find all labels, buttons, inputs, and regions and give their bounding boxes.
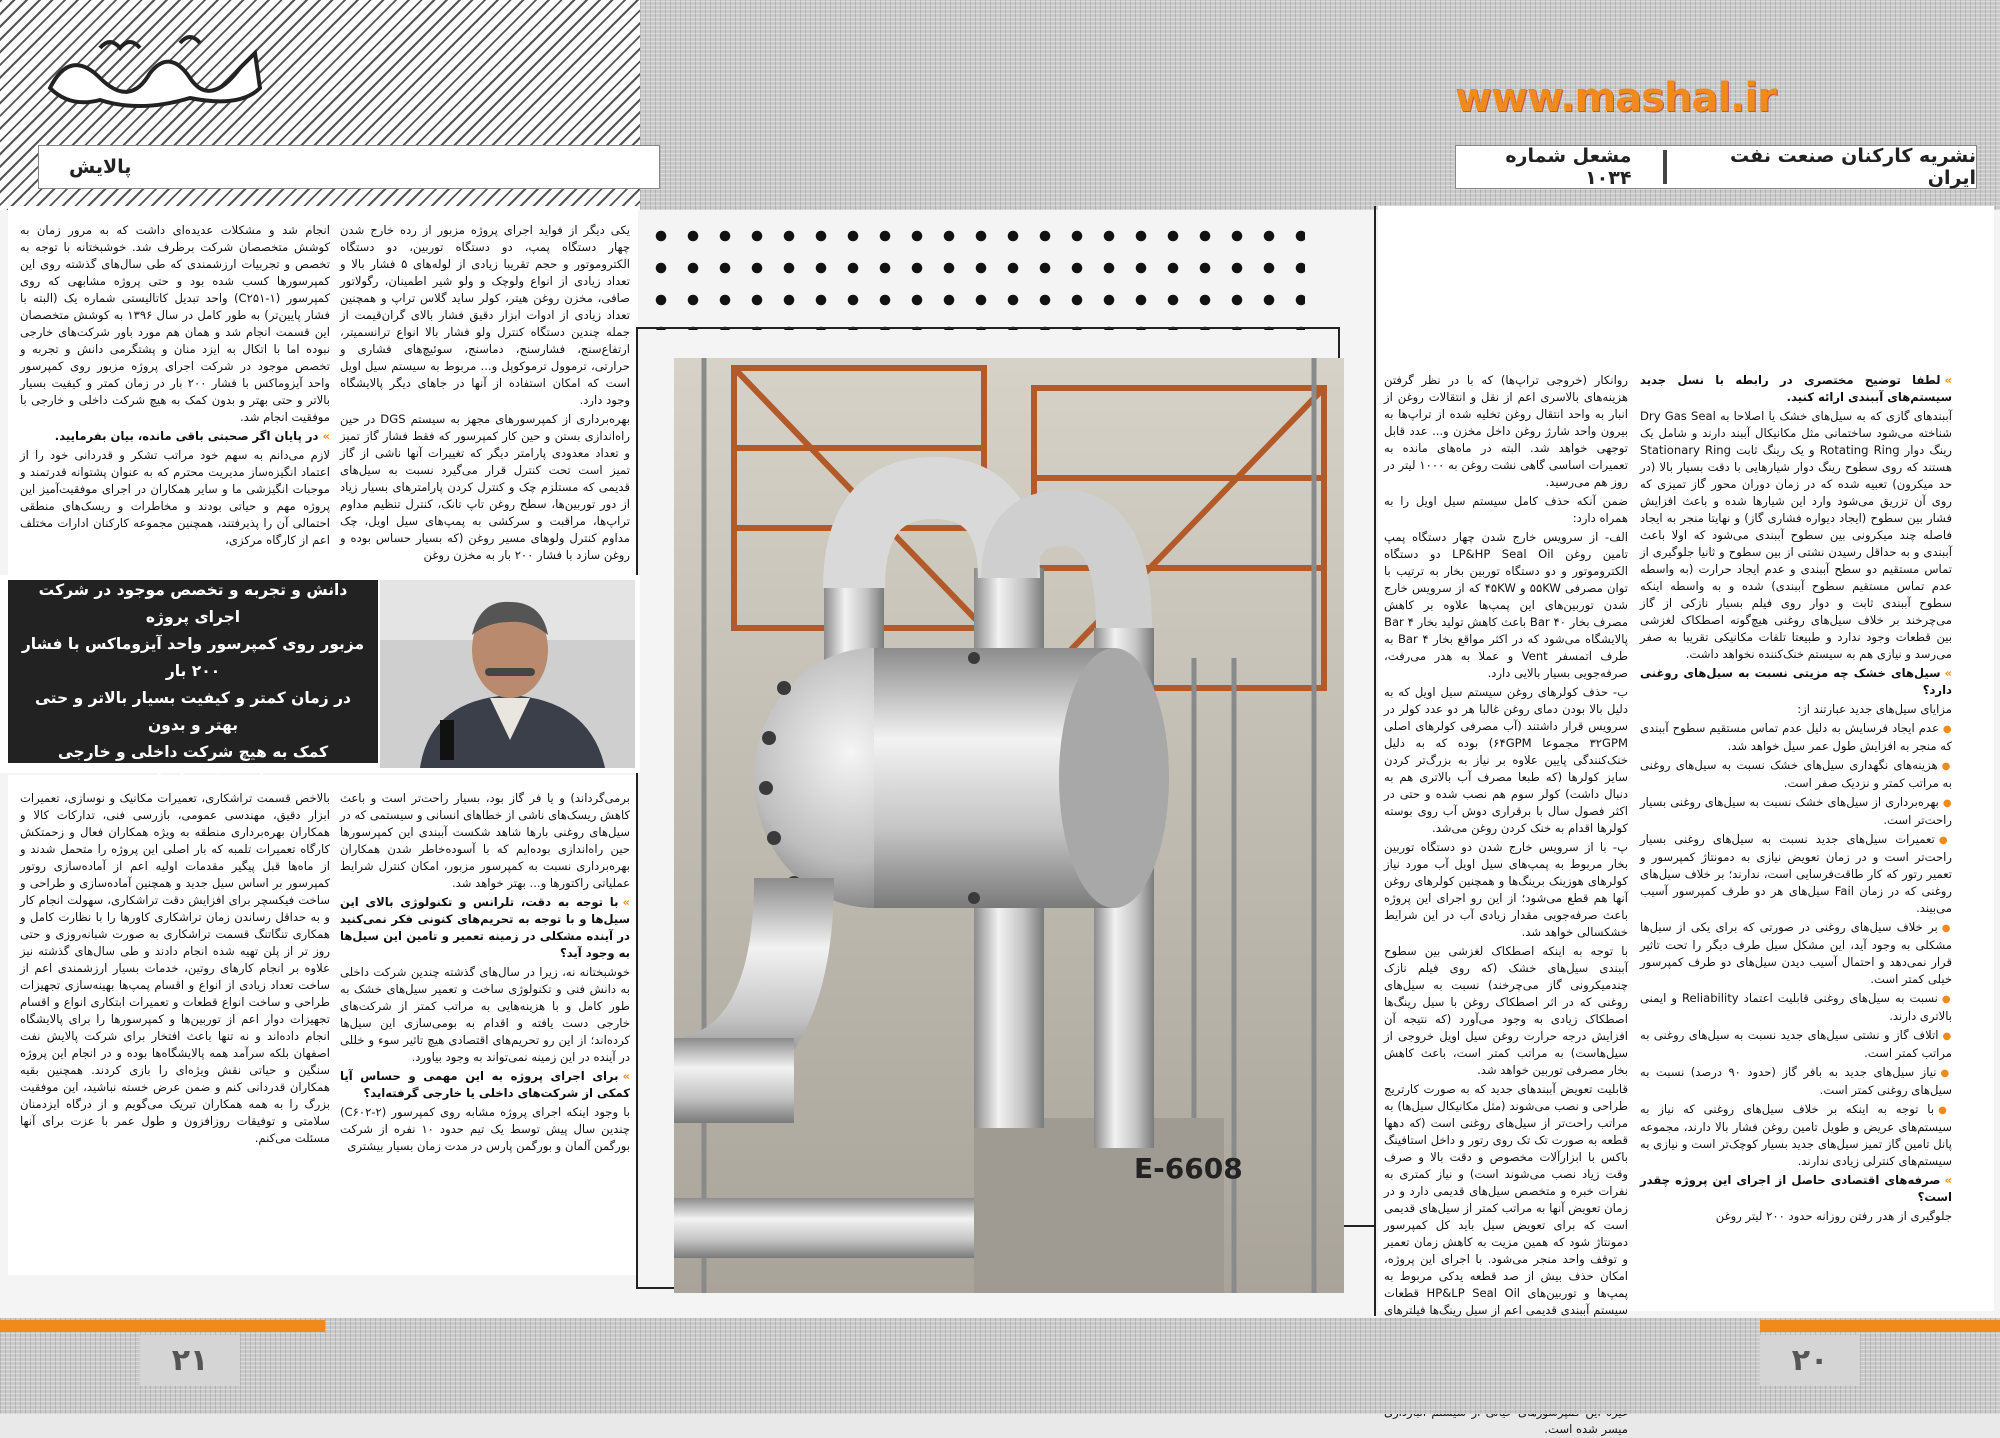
paragraph: یکی دیگر از فواید اجرای پروژه مزبور از رده خارج شدن چهار دستگاه پمپ، دو دستگاه توربین، دو دستگاه الکتروموتور و حجم تقریبا زیادی از لوله‌های ۵ فشار بالا و تعداد زیادی از انواع ولوچک و ولو شیر اطمینان، رگولاتور صافی، مخزن روغن هیتر، کولر ساید گلاس تراپ و همچنین تعداد زیادی از ادوات ابزار دقیق فشار بالای گران‌قیمت از جمله چندین دستگاه کنترل ولو فشار بالا انواع ترانسمیتر، ارتفاع‌سنج، فشارسنج، دماسنج، سوئیچ‌های فشاری و حرارتی، ترموول ترموکوپل و... مربوط به سیستم سیل اویل است که امکان استفاده از آنها در جاهای دیگر پالایشگاه وجود دارد.: [340, 223, 630, 407]
issue-number: مشعل شماره ۱۰۳۴: [1505, 145, 1632, 189]
paragraph: بهره‌برداری از کمپرسورهای مجهز به سیستم DGS در حین راه‌اندازی بستن و حین کار کمپرسور که فقط فشار گاز تمیز و تعداد معدودی پارامتر دیگر که تغییرات آنها ناشی از گاز تمیز است تحت کنترل قرار می‌گیرد نسبت به سیل‌های قدیمی که مستلزم چک و کنترل کردن پارامترهای بسیار زیاد از دور توربین‌ها، سطح روغن تاپ تانک، کنترل تنظیم مداوم تراپ‌ها، مراقبت و سرکشی به پمپ‌های سیل اویل، چک مداوم کنترل ولوهای مسیر روغن (که بسیار حساس بوده و روغن سازد با فشار ۲۰۰ بار به مخزن روغن: [340, 412, 631, 562]
section-title: پالایش: [69, 156, 132, 178]
paragraph: روانکار (خروجی تراپ‌ها) که با در نظر گرفتن هزینه‌های بالاسری اعم از نقل و انتقالات روغن از انبار به واحد انتقال روغن تخلیه شده از تراپ‌ها به بیرون واحد شارژ روغن داخل مخزن و... عدد قابل توجهی خواهد شد. البته در ماه‌های مانده به تعمیرات اساسی گاهی نشت روغن به ۱۰۰۰ لیتر در روز هم می‌رسید.: [1384, 373, 1628, 489]
left-top-column-2: [340, 222, 630, 572]
pull-quote-line: مزبور روی کمپرسور واحد آیزوماکس با فشار ۲۰۰ بار: [21, 635, 365, 680]
paragraph: ب- حذف کولرهای روغن سیستم سیل اویل که به دلیل بالا بودن دمای روغن غالبا هر دو عدد کولر در سرویس قرار داشتند (آب مصرفی کولرهای اصلی ۳۲GPM مجموعا ۶۴GPM) بوده که به دلیل خنک‌کنندگی پایین علاوه بر نیاز به بزرگ‌تر کردن سایز کولرها (که طبعا مصرف آب بالاتری هم به دنبال داشت) کولر سوم هم نصب شده و حتی در اکثر فصول سال با برقراری دوش آب روی بوسته کولرها اقدام به خنک کردن روغن می‌شد.: [1384, 685, 1628, 835]
paragraph: با توجه به اینکه اصطکاک لغزشی بین سطوح آببندی سیل‌های خشک (که روی فیلم نازک چندمیکرونی گاز می‌چرخند) نسبت به سیل‌های روغنی که در اثر اصطکاک روغن با سیل رینگ‌ها اصطکاک زیادی به وجود می‌آورد (که نتیجه آن افزایش درجه حرارت روغن سیل اویل خروجی از سیل‌هاست) به مراتب کمتر است، باعث کاهش بخار مصرفی توربین خواهد شد.: [1384, 944, 1628, 1077]
left-bottom-column-2: [340, 790, 630, 1270]
heat-exchanger-illustration: [674, 358, 1344, 1293]
paragraph: برمی‌گرداند) و یا فر گاز بود، بسیار راحت‌تر است و باعث کاهش ریسک‌های ناشی از خطاهای انسانی و سیستمی که در سیل‌های روغنی بارها شاهد شکست آببندی این کمپرسورها حین راه‌اندازی بوده‌ایم که با آسوده‌خاطر شدن همکاران بهره‌برداری نسبت به کمپرسور مزبور، امکان کنترل شرایط عملیاتی راکتورها و... بهتر خواهد شد.: [340, 791, 630, 890]
interview-question: » صرفه‌های اقتصادی حاصل از اجرای این پروژه چقدر است؟: [1640, 1172, 1952, 1206]
bullet-point: ● تعمیرات سیل‌های جدید نسبت به سیل‌های روغنی بسیار راحت‌تر است و در زمان تعویض نیازی به دمونتاژ کمپرسور و تعمیر رتور که کار طاقت‌فرسایی است، ندارند؛ بر خلاف سیل‌های روغنی که در زمان Fail سیل‌های هر دو طرف کمپرسور آسیب می‌بیند.: [1640, 831, 1952, 917]
footer-orange-bar-left: [0, 1320, 325, 1332]
website-url[interactable]: www.mashal.ir: [1455, 75, 1776, 121]
dot-pattern: [645, 220, 1305, 330]
paragraph: خوشبختانه نه، زیرا در سال‌های گذشته چندین شرکت داخلی به دانش فنی و تکنولوژی ساخت و تعمیر سیل‌های خشک به طور کامل و با هزینه‌هایی به مراتب کمتر از شرکت‌های خارجی دست یافته و اقدام به بومی‌سازی این سیل‌ها کرده‌اند؛ از این رو تحریم‌های اقتصادی هیچ تاثیر سوء و خللی در آینده در این زمینه نمی‌تواند به وجود بیاورد.: [340, 965, 630, 1064]
interview-question: » در پایان اگر صحبتی باقی مانده، بیان بفرمایید.: [20, 428, 330, 445]
equipment-tag: E-6608: [1134, 1152, 1243, 1185]
paragraph: انجام شد و مشکلات عدیده‌ای داشت که به مرور زمان به کوشش متخصصان شرکت برطرف شد. خوشبختانه با توجه به تخصص و تجربیات ارزشمندی که طی سال‌های گذشته روی این کمپرسورها کسب شده بود و حتی پروژه مشابهی که روی کمپرسور (۱-C۲۵۱) واحد تبدیل کاتالیستی شماره یک (البته با فشار پایین‌تر) به طور کامل در سال ۱۳۹۶ به کوشش متخصصان این قسمت انجام شد و همان هم مورد باور شرکت‌های خارجی نبوده اما با اتکال به ایزد منان و پشتگرمی دانش و تجربه و تخصص موجود در شرکت اجرای پروژه مزبور روی کمپرسور واحد آیزوماکس با فشار ۲۰۰ بار در زمان کمتر و کیفیت بسیار بالاتر و حتی بهتر و بدون کمک به هیچ شرکت داخلی و خارجی با موفقیت انجام شد.: [20, 223, 330, 424]
interview-question: » برای اجرای پروژه به این مهمی و حساس آیا کمکی از شرکت‌های داخلی یا خارجی گرفته‌اید؟: [340, 1068, 630, 1102]
pull-quote-panel: [8, 554, 378, 788]
left-section-bar: [38, 145, 660, 189]
bullet-point: ● عدم ایجاد فرسایش به دلیل عدم تماس مستقیم سطوح آببندی که منجر به افزایش طول عمر سیل خواهد شد.: [1640, 720, 1952, 755]
bullet-point: ● اتلاف گاز و نشتی سیل‌های جدید نسبت به سیل‌های روغنی به مراتب کمتر است.: [1640, 1027, 1952, 1062]
paragraph: لازم می‌دانم به سهم خود مراتب تشکر و قدردانی خود را از اعتماد انگیزه‌ساز مدیریت محترم که به عنوان پشتوانه قدرتمند و موجبات انگیزشی ما و سایر همکاران در اجرای موفقیت‌آمیز این پروژه مهم و حیاتی بودند و مخاطرات و ریسک‌های منطقی احتمالی آن را پذیرفتند، همچنین مجموعه کارکنان ادارات مختلف اعم از کارگاه مرکزی،: [20, 448, 330, 547]
bullet-point: ● نیاز سیل‌های جدید به بافر گاز (حدود ۹۰ درصد) نسبت به سیل‌های روغنی کمتر است.: [1640, 1064, 1952, 1099]
portrait-illustration: [380, 580, 635, 768]
bullet-point: ● نسبت به سیل‌های روغنی قابلیت اعتماد Reliability و ایمنی بالاتری دارند.: [1640, 990, 1952, 1025]
right-masthead-bar: [1455, 145, 1977, 189]
paragraph: جلوگیری از هدر رفتن روزانه حدود ۲۰۰ لیتر روغن: [1715, 1209, 1952, 1223]
interview-question: » لطفا توضیح مختصری در رابطه با نسل جدید سیستم‌های آببندی ارائه کنید.: [1640, 372, 1952, 406]
paragraph: بالاخص قسمت تراشکاری، تعمیرات مکانیک و نوسازی، تعمیرات ابزار دقیق، مهندسی عمومی، بازرسی فنی، تدارکات کالا و همکاران بهره‌برداری منطقه به ویژه همکاران فعال و زحمتکش کارگاه تعمیرات تلمبه که بار اصلی این پروژه را متحمل شدند و از ماه‌ها قبل پیگیر مقدمات اولیه اعم از آماده‌سازی روتور کمپرسور بر اساس سیل جدید و همچنین آماده‌سازی و طراحی و ساخت فیکسچر برای افزایش دقت تراشکاری، سهولت انجام کار و به حداقل رساندن زمان تراشکاری کاورها را با نظارت کامل و همکاری تنگاتنگ قسمت تراشکاری به صورت شبانه‌روزی و حتی روز تر از پلن تهیه شده انجام دادند و طی سال‌های گذشته نیز علاوه بر انجام کارهای روتین، خدمات بسیار ارزشمندی اعم از ساخت تعداد زیادی از انواع و اقسام پمپ‌ها بهینه‌سازی تجهیزات طراحی و ساخت انواع قطعات و تعمیرات ابتکاری انواع و اقسام تجهیزات دوار اعم از توربین‌ها و کمپرسورها را برای پالایشگاه انجام داده‌اند و نه تنها باعث افتخار برای شرکت پالایش نفت اصفهان بلکه سرآمد همه پالایشگاه‌ها بوده و در انجام این پروژه سنگین و حیاتی نقش ویژه‌ای را بازی کردند. همچنین بقیه همکاران قدردانی کنم و ضمن عرض خسته نباشید، این موفقیت بزرگ را به همه همکاران تبریک می‌گویم و از درگاه ایزدمنان سلامتی و توفیقات روزافزون و طول عمر با عزت برای آنها مسئلت می‌کنم.: [20, 791, 330, 1145]
pull-quote-line: با اتکال به ایزد منان و: [109, 554, 277, 572]
right-column-1: [1640, 372, 1952, 1302]
page-number-right: ۲۰: [1760, 1335, 1860, 1385]
pull-quote-line: در زمان کمتر و کیفیت بسیار بالاتر و حتی بهتر و بدون: [35, 689, 351, 734]
publication-name: نشریه کارکنان صنعت نفت ایران: [1730, 145, 1976, 189]
paragraph: قابلیت تعویض آببندهای جدید که به صورت کارتریج طراحی و نصب می‌شوند (مثل مکانیکال سیل‌ها) به مراتب راحت‌تر از سیل‌های روغنی است (که دهها قطعه به صورت تک تک روی رتور و داخل استافینگ باکس با ابزارآلات مخصوص و دقت بالا و صرف وقت زیاد نصب می‌شوند است) و نیاز کمتری به نفرات خبره و متخصص سیل‌های قدیمی دارد و در زمان تعویض آنها به مراتب کمتر از سیل‌های قدیمی است که برای تعویض سیل باید کل کمپرسور دمونتاژ شود که همین مزیت به کاهش زمان تعمیر و توقف واحد منجر می‌شود. با اجرای این پروژه، امکان حذف بیش از صد قطعه یدکی مربوط به پمپ‌ها و توربین‌های HP&LP Seal Oil قطعات سیستم آببندی قدیمی اعم از سیل رینگ‌ها فیلترهای میسر شده است.: [1384, 1082, 1629, 1436]
bullet-point: ● با توجه به اینکه بر خلاف سیل‌های روغنی که نیاز به سیستم‌های عریض و طویل تامین روغن فشار بالا دارند، مجموعه پانل تامین گاز تمیز سیل‌های جدید بسیار کوچک‌تر است و نیازی به سیستم‌های کنترلی زیادی ندارند.: [1640, 1101, 1952, 1170]
left-top-column-1: [20, 222, 330, 572]
page-number-left: ۲۱: [140, 1335, 240, 1385]
column-rule: [1374, 206, 1376, 1316]
pull-quote-box: [0, 554, 640, 788]
footer-orange-bar-right: [1760, 1320, 2000, 1332]
pull-quote-line: دانش و تجربه و تخصص موجود در شرکت اجرای پروژه: [38, 581, 348, 626]
paragraph: آببندهای گازی که به سیل‌های خشک یا اصلاحا به Dry Gas Seal شناخته می‌شود ساختمانی مثل مکانیکال آببند دارند و شامل یک رینگ دوار Rotating Ring و یک رینگ ثابت Stationary Ring هستند که روی سطوح رینگ دوار شیارهایی با دقت بسیار بالا (در حد میکرون) تعبیه شده که در زمان دوران محور گاز تمیزی که روی آن تزریق می‌شود وارد این شیارها شده و باعث افزایش فشار بین سطوح (ایجاد دیواره فشاری گاز) و نهایتا منجر به ایجاد فاصله چند میکرونی بین سطوح آببندی می‌شود که اولا باعث آببندی و به حداقل رسیدن نشتی از بین سطوح و ثانیا جلوگیری از تماس مستقیم دو سطح آببندی و عدم ایجاد حرارت (به واسطه عدم تماس مستقیم سطوح آببندی) شده و به واسطه اینکه سطوح آببندی ثابت و دوار روی فیلم بسیار نازکی از گاز می‌چرخند بر خلاف سیل‌های روغنی هیچ‌گونه اصطکاک لغزشی بین قطعات وجود ندارد و طبیعتا تلفات مکانیکی تقریبا به صفر می‌رسد و نیازی هم به سیستم خنک‌کننده نخواهد داشت.: [1640, 409, 1953, 661]
masthead-divider: [1663, 150, 1667, 184]
pull-quote-text: [8, 550, 378, 793]
mashal-logo-graphic: [40, 28, 270, 118]
paragraph: مزایای سیل‌های جدید عبارتند از:: [1797, 702, 1952, 716]
bullet-point: ● بر خلاف سیل‌های روغنی در صورتی که برای یکی از سیل‌ها مشکلی به وجود آید، این مشکل سیل طرف دیگر را تحت تاثیر قرار نمی‌دهد و احتمال آسیب دیدن سیل‌های دو طرف کمپرسور خیلی کمتر است.: [1640, 919, 1952, 988]
left-bottom-column-1: [20, 790, 330, 1270]
paragraph: ضمن آنکه حذف کامل سیستم سیل اویل را به همراه دارد:: [1384, 494, 1628, 525]
mashal-logo: [40, 28, 270, 118]
bullet-point: ● بهره‌برداری از سیل‌های خشک نسبت به سیل‌های روغنی بسیار راحت‌تر است.: [1640, 794, 1952, 829]
pull-quote-line: با موفقیت انجام شد: [115, 770, 271, 788]
bullet-point: ● هزینه‌های نگهداری سیل‌های خشک نسبت به سیل‌های روغنی به مراتب کمتر و نزدیک صفر است.: [1640, 757, 1952, 792]
interviewee-portrait: [380, 580, 635, 768]
interview-question: » با توجه به دقت، تلرانس و تکنولوژی بالای این سیل‌ها و با توجه به تحریم‌های کنونی فکر نمی‌کنید در آینده مشکلی در زمینه تعمیر و تامین این سیل‌ها به وجود آید؟: [340, 894, 630, 962]
paragraph: الف- از سرویس خارج شدن چهار دستگاه پمپ تامین روغن LP&HP Seal Oil دو دستگاه الکتروموتور و دو دستگاه توربین بخار به ترتیب با توان مصرفی ۵۵KW و ۴۵KW که از سرویس خارج شدن توربین‌های این پمپ‌ها علاوه بر کاهش مصرف بخار ۴۰ Bar باعث کاهش تولید بخار ۴ Bar پالایشگاه می‌شود که در اکثر مواقع بخار ۴ Bar به طرف اتمسفر Vent و عملا به هدر می‌رفت، صرفه‌جویی بسیار بالایی دارد.: [1384, 530, 1629, 680]
paragraph: با وجود اینکه اجرای پروژه مشابه روی کمپرسور (۲-C۶۰۲) چندین سال پیش توسط یک تیم حدود ۱۰ نفره از شرکت بورگمن آلمان و بورگمن پارس در مدت زمان بسیار بیشتری: [340, 1105, 630, 1153]
paragraph: پ- با از سرویس خارج شدن دو دستگاه توربین بخار مربوط به پمپ‌های سیل اویل آب مورد نیاز کولرهای هوزینک برینگ‌ها و همچنین کولرهای روغن آنها هم قطع می‌شود؛ از این رو اجرای این پروژه باعث صرفه‌جویی مقدار زیادی آب در این شرایط خشکسالی خواهد شد.: [1384, 840, 1628, 939]
right-column-2: [1384, 372, 1629, 1436]
interview-question: » سیل‌های خشک چه مزیتی نسبت به سیل‌های روغنی دارد؟: [1640, 665, 1952, 699]
footer-texture: [0, 1318, 2000, 1414]
pull-quote-line: کمک به هیچ شرکت داخلی و خارجی: [57, 743, 329, 761]
refinery-photo: [674, 358, 1344, 1293]
